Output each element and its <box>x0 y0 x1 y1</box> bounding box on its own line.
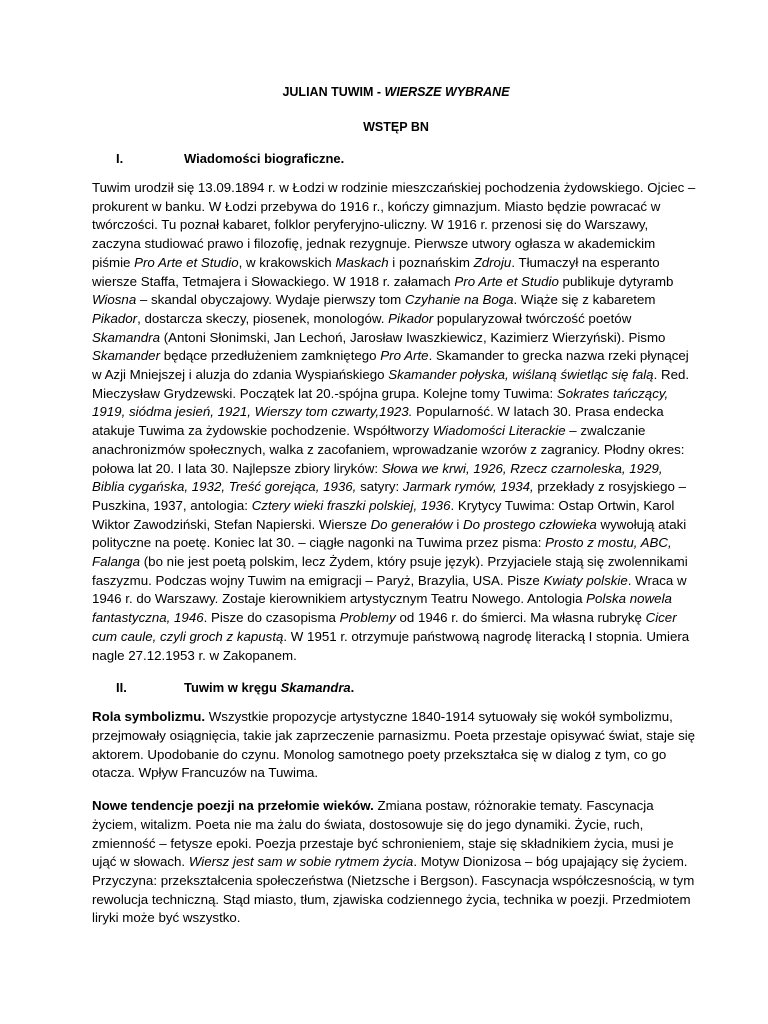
section-title <box>184 679 354 696</box>
text-run: przejmowały osiągnięcia, takie jak zaprzeczenie parnasizmu. Poeta przestaje opisywać świat, staje się <box>92 727 696 743</box>
text-line <box>92 366 700 385</box>
italic-run: Skamander <box>92 348 160 364</box>
text-line <box>92 198 700 217</box>
text-line <box>92 628 700 647</box>
text-run: Zmiana postaw, różnorakie tematy. Fascynacja <box>373 798 654 814</box>
text-line <box>92 179 700 198</box>
text-run: przekłady z rosyjskiego – <box>533 479 686 495</box>
italic-run: Wiosna <box>92 292 137 308</box>
text-line <box>92 835 700 854</box>
symbolism-paragraph <box>92 708 700 783</box>
text-line <box>92 329 700 348</box>
text-run: aktorem. Upodobanie do czynu. Monolog samotnego poety przekształca się w dialog z tym, co go <box>92 746 667 762</box>
italic-run: 1919, siódma jesień, 1921, Wierszy tom czwarty,1923. <box>92 404 413 420</box>
italic-run: cum caule, czyli groch z kapustą <box>92 628 284 644</box>
text-line <box>92 797 700 816</box>
text-run: piśmie <box>92 254 135 270</box>
text-run: zmienność – fetysze epoki. Poezja przestaje być schronieniem, staje się składnikiem życia, musi je <box>92 835 674 851</box>
text-line <box>92 872 700 891</box>
text-line <box>92 534 700 553</box>
text-line <box>92 460 700 479</box>
text-run: nagle 27.12.1953 r. w Zakopanem. <box>92 647 297 663</box>
text-run: połowa lat 20. I lata 30. Najlepsze zbiory liryków: <box>92 460 382 476</box>
text-line <box>92 478 700 497</box>
text-line <box>92 590 700 609</box>
italic-run: Czyhanie na Boga <box>404 292 514 308</box>
italic-run: Falanga <box>92 554 141 570</box>
text-run: Wiktor Zawodziński, Stefan Napierski. Wiersze <box>92 516 371 532</box>
text-run: 1946 r. do Warszawy. Zostaje kierownikiem artystycznym Teatru Nowego. Antologia <box>92 591 587 607</box>
text-line <box>92 891 700 910</box>
section-heading-1 <box>92 150 700 167</box>
italic-run: fantastyczna, 1946 <box>92 610 204 626</box>
text-line <box>92 708 700 727</box>
text-run: Wszystkie propozycje artystyczne 1840-1914 sytuowały się wokół symbolizmu, <box>205 709 673 725</box>
text-line <box>92 572 700 591</box>
text-run: . Skamander to grecka nazwa rzeki płynącej <box>428 348 689 364</box>
text-run: . Red. <box>653 367 690 383</box>
text-run: atakuje Tuwima za żydowskie pochodzenie. Współtworzy <box>92 423 433 439</box>
italic-run: Pikador <box>92 310 138 326</box>
new-tendencies-paragraph <box>92 797 700 928</box>
section-title-italic: Skamandra <box>280 680 351 696</box>
text-run: Tuwim urodził się 13.09.1894 r. w Łodzi w rodzinie mieszczańskiej pochodzenia żydowskiego. Ojciec – <box>92 180 696 195</box>
text-line <box>92 422 700 441</box>
italic-run: Prosto z mostu, ABC, <box>545 535 672 551</box>
text-run: – skandal obyczajowy. Wydaje pierwszy tom <box>136 292 405 308</box>
text-run: polityczne na poetę. Koniec lat 30. – ciągłe nagonki na Tuwima przez pisma: <box>92 535 546 551</box>
text-run: . Motyw Dionizosa – bóg upajający się życiem. <box>413 854 688 870</box>
section-title-prefix: Tuwim w kręgu <box>184 680 281 696</box>
text-run: publikuje dytyramb <box>558 273 674 289</box>
italic-run: Słowa we krwi, 1926, Rzecz czarnoleska, 1929, <box>381 460 663 476</box>
bold-run: Nowe tendencje poezji na przełomie wieków. <box>92 798 374 814</box>
text-line <box>92 254 700 273</box>
italic-run: Skamandra <box>92 329 160 345</box>
italic-run: Problemy <box>339 610 396 626</box>
text-run: otacza. Wpływ Francuzów na Tuwima. <box>92 765 319 781</box>
italic-run: Pro Arte et Studio <box>134 254 239 270</box>
section-title: Wiadomości biograficzne. <box>184 151 345 166</box>
text-run: . Wiąże się z kabaretem <box>513 292 656 308</box>
italic-run: Kwiaty polskie <box>543 572 628 588</box>
text-run: życiem, witalizm. Poeta nie ma żalu do świata, dostosowuje się do jego dynamiki. Życie, ruch, <box>92 816 644 832</box>
text-run: . Pisze do czasopisma <box>203 610 340 626</box>
text-run: i <box>452 516 463 532</box>
section-number: II. <box>116 680 127 696</box>
text-run: (Antoni Słonimski, Jan Lechoń, Jarosław Iwaszkiewicz, Kazimierz Wierzyński). Pismo <box>160 329 666 345</box>
text-line <box>92 441 700 460</box>
document-subtitle: WSTĘP BN <box>363 120 429 134</box>
text-run: satyry: <box>356 479 403 495</box>
text-run: rewolucja techniczną. Stąd miasto, tłum, zjawiska codziennego życia, technika w poezji. Przedmiotem <box>92 891 691 907</box>
text-line <box>92 647 700 666</box>
text-line <box>92 216 700 235</box>
italic-run: Wiersz jest sam w sobie rytmem życia <box>188 854 414 870</box>
italic-run: Pro Arte <box>380 348 429 364</box>
bold-run: Rola symbolizmu. <box>92 709 206 725</box>
text-run: prokurent w banku. W Łodzi przebywa do 1916 r., kończy gimnazjum. Miasto będzie powracać w <box>92 198 661 214</box>
text-run: twórczości. Tu poznał kabaret, folklor peryferyjno-uliczny. W 1916 r. przenosi się do Warszawy, <box>92 217 649 233</box>
text-run: . Tłumaczył na esperanto <box>511 254 660 270</box>
italic-run: Cztery wieki fraszki polskiej, 1936 <box>251 497 451 513</box>
text-line <box>92 497 700 516</box>
text-run: – zwalczanie <box>565 423 646 439</box>
text-line <box>92 516 700 535</box>
text-line <box>92 764 700 783</box>
text-line <box>92 609 700 628</box>
text-run: liryki może być wszystko. <box>92 910 241 926</box>
section-heading-2 <box>92 679 700 696</box>
text-run: i poznańskim <box>388 254 474 270</box>
text-run: . Krytycy Tuwima: Ostap Ortwin, Karol <box>450 497 675 513</box>
text-run: , w krakowskich <box>238 254 336 270</box>
italic-run: Sokrates tańczący, <box>556 385 669 401</box>
italic-run: Cicer <box>645 610 677 626</box>
text-run: faszyzmu. Podczas wojny Tuwim na emigracji – Paryż, Brazylia, USA. Pisze <box>92 572 544 588</box>
text-line <box>92 310 700 329</box>
text-run: Popularność. W latach 30. Prasa endecka <box>412 404 664 420</box>
italic-run: Do prostego człowieka <box>462 516 597 532</box>
text-line <box>92 553 700 572</box>
section-title-suffix: . <box>350 680 355 696</box>
text-run: . Wraca w <box>627 572 687 588</box>
text-line <box>92 853 700 872</box>
title-author: JULIAN TUWIM - <box>282 85 385 99</box>
italic-run: Do generałów <box>370 516 453 532</box>
text-run: Przyczyna: przekształcenia społeczeństwa (Nietzsche i Bergson). Fascynacja współczesnością, w tym <box>92 872 695 888</box>
text-run: wywołują ataki <box>596 516 687 532</box>
text-run: wiersze Staffa, Tetmajera i Słowackiego. W 1918 r. załamach <box>92 273 455 289</box>
text-run: w Azji Mniejszej i aluzja do zdania Wyspiańskiego <box>92 367 389 383</box>
text-run: zaczyna studiować prawo i filozofię, jednak rezygnuje. Pierwsze utwory ogłasza w akademickim <box>92 236 656 252</box>
text-line <box>92 291 700 310</box>
text-line <box>92 273 700 292</box>
text-line <box>92 909 700 928</box>
italic-run: Pro Arte et Studio <box>454 273 559 289</box>
italic-run: Wiadomości Literackie <box>432 423 566 439</box>
italic-run: Biblia cygańska, 1932, Treść gorejąca, 1936, <box>92 479 357 495</box>
text-run: , dostarcza skeczy, piosenek, monologów. <box>137 310 389 326</box>
italic-run: Zdroju <box>473 254 512 270</box>
italic-run: Jarmark rymów, 1934, <box>402 479 534 495</box>
text-line <box>92 347 700 366</box>
text-run: Mieczysław Grydzewski. Początek lat 20.-spójna grupa. Kolejne tomy Tuwima: <box>92 385 557 401</box>
text-run: będące przedłużeniem zamkniętego <box>160 348 381 364</box>
text-line <box>92 816 700 835</box>
italic-run: Skamander połyska, wiślaną świetląc się falą <box>388 367 654 383</box>
document-title <box>92 84 700 101</box>
text-line <box>92 727 700 746</box>
text-line <box>92 235 700 254</box>
text-run: Puszkina, 1937, antologia: <box>92 497 252 513</box>
text-run: anachronizmów społecznych, walka z zacofaniem, wprowadzanie wzorów z zagranicy. Płodny okres: <box>92 441 685 457</box>
text-line <box>92 403 700 422</box>
italic-run: Maskach <box>335 254 389 270</box>
text-line <box>92 746 700 765</box>
text-run: . W 1951 r. otrzymuje państwową nagrodę literacką I stopnia. Umiera <box>283 628 690 644</box>
section-number: I. <box>116 151 124 166</box>
italic-run: Pikador <box>388 310 434 326</box>
text-run: (bo nie jest poetą polskim, lecz Żydem, który psuje język). Przyjaciele stają się zwolennikami <box>140 554 688 570</box>
italic-run: Polska nowela <box>586 591 672 607</box>
text-run: ująć w słowach. <box>92 854 189 870</box>
biography-paragraph <box>92 179 700 665</box>
text-run: od 1946 r. do śmierci. Ma własna rubrykę <box>395 610 646 626</box>
text-line <box>92 385 700 404</box>
title-work: WIERSZE WYBRANE <box>384 85 510 99</box>
text-run: popularyzował twórczość poetów <box>433 310 632 326</box>
